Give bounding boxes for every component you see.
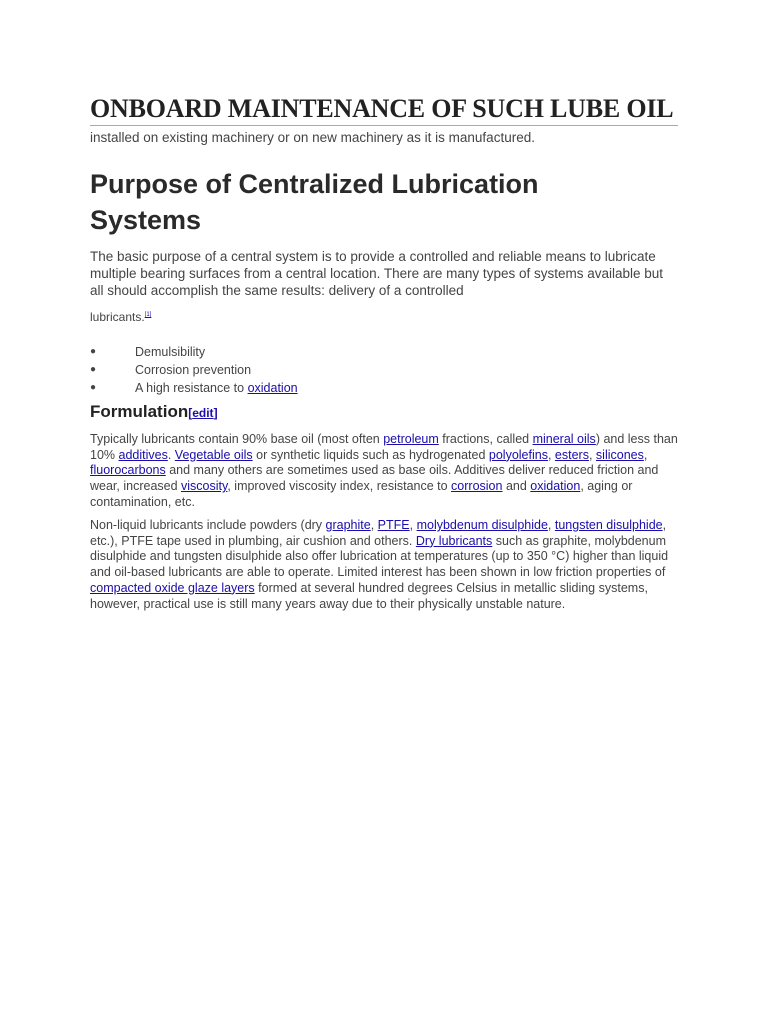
- bullet-icon: ●: [90, 364, 97, 375]
- purpose-paragraph: The basic purpose of a central system is to provide a controlled and reliable means to lubricate multiple bearing surfaces from a central location. There are many types of systems available but all should accomplish the same results: delivery of a controlled: [90, 249, 664, 298]
- dry-lubricants-link[interactable]: Dry lubricants: [415, 533, 493, 548]
- formulation-paragraph: Typically lubricants contain 90% base oil (most often petroleum fractions, called mineral oils) and less than 10% additives. Vegetable oils or synthetic liquids such as hydrogenated polyolefins, esters, silicones, fluorocarbons and many others are sometimes used as base oils. Additives deliver reduced friction and wear, increased viscosity, improved viscosity index, resistance to corrosion and oxidation, aging or contamination, etc.: [90, 432, 678, 509]
- edit-link[interactable]: edit: [192, 406, 214, 420]
- bullet-icon: ●: [90, 382, 97, 393]
- petroleum-link[interactable]: petroleum: [383, 432, 439, 446]
- silicones-link[interactable]: silicones: [595, 447, 644, 462]
- bullet-icon: ●: [90, 346, 97, 357]
- section-heading: Purpose of Centralized Lubrication Systems: [90, 169, 539, 235]
- edit-section: [edit]: [188, 406, 218, 420]
- properties-list: [90, 343, 298, 397]
- molybdenum-disulphide-link[interactable]: molybdenum disulphide: [416, 518, 548, 532]
- formulation-heading: Formulation[edit]: [90, 402, 218, 421]
- fluorocarbons-link[interactable]: fluorocarbons: [90, 463, 166, 478]
- polyolefins-link[interactable]: polyolefins: [488, 447, 548, 462]
- citation-link[interactable]: [1]: [144, 312, 152, 318]
- lubricants-word: lubricants.: [90, 310, 145, 324]
- additives-link[interactable]: additives: [118, 447, 168, 462]
- tungsten-disulphide-link[interactable]: tungsten disulphide: [554, 518, 663, 532]
- document-title: ONBOARD MAINTENANCE OF SUCH LUBE OIL: [90, 93, 678, 126]
- list-item: ● Corrosion prevention: [90, 363, 252, 377]
- mineral-oils-link[interactable]: mineral oils: [532, 432, 596, 446]
- graphite-link[interactable]: graphite: [325, 518, 371, 532]
- esters-link[interactable]: esters: [554, 447, 589, 462]
- oxide-glaze-layers-link[interactable]: compacted oxide glaze layers: [90, 580, 255, 595]
- oxidation-link[interactable]: oxidation: [247, 381, 298, 395]
- list-item: ● Demulsibility: [90, 345, 206, 359]
- non-liquid-paragraph: Non-liquid lubricants include powders (dry graphite, PTFE, molybdenum disulphide, tungsten disulphide, etc.), PTFE tape used in plumbing, air cushion and others. Dry lubricants such as graphite, molybdenum disulphide and tungsten disulphide also offer lubrication at temperatures (up to 350 °C) higher than liquid and oil-based lubricants are able to operate. Limited interest has been shown in low friction properties of compacted oxide glaze layers formed at several hundred degrees Celsius in metallic sliding systems, however, practical use is still many years away due to their physically unstable nature.: [90, 518, 669, 611]
- oxidation-link[interactable]: oxidation: [530, 479, 581, 494]
- viscosity-link[interactable]: viscosity: [181, 479, 228, 494]
- ptfe-link[interactable]: PTFE: [377, 518, 410, 532]
- vegetable-oils-link[interactable]: Vegetable oils: [174, 447, 253, 462]
- corrosion-link[interactable]: corrosion: [451, 479, 503, 494]
- intro-text: installed on existing machinery or on new machinery as it is manufactured.: [90, 130, 535, 145]
- list-item: ● A high resistance to oxidation: [90, 381, 298, 395]
- lubricants-text: [90, 310, 151, 324]
